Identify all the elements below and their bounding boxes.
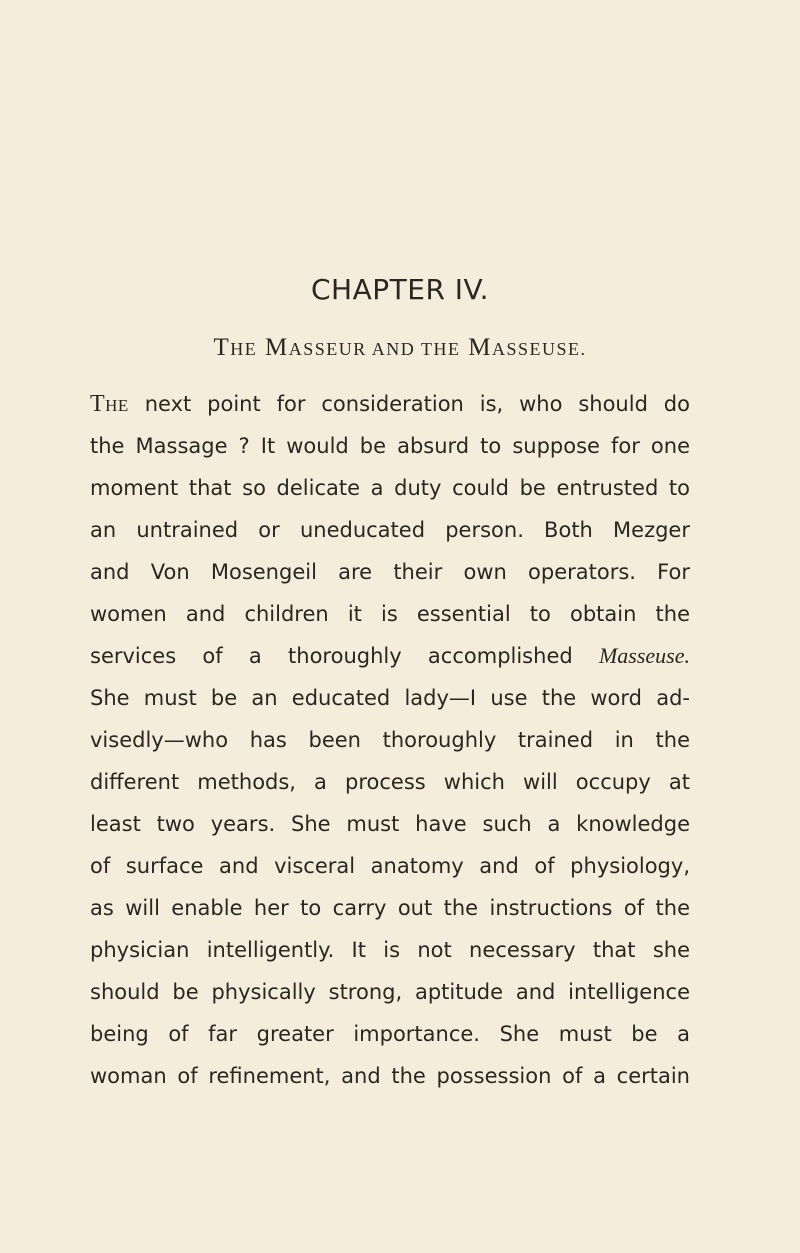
text-line-13: as will enable her to carry out the instructions of the: [90, 896, 690, 920]
text-line-10: different methods, a process which will occupy at: [90, 770, 690, 794]
text-line-15: should be physically strong, aptitude and intelligence: [90, 980, 690, 1004]
text-line-9: visedly—who has been thoroughly trained in the: [90, 728, 690, 752]
text-line-17: woman of refinement, and the possession of a certain: [90, 1064, 690, 1088]
section-title-initial-2: M: [265, 334, 289, 361]
text-line-11: least two years. She must have such a knowledge: [90, 812, 690, 836]
section-title-initial-1: T: [213, 334, 231, 361]
text-line-1: [90, 383, 690, 425]
section-title-part-3: ASSEUSE.: [491, 339, 587, 359]
text-line-5: and Von Mosengeil are their own operators. For: [90, 560, 690, 584]
text-line-2: the Massage ? It would be absurd to suppose for one: [90, 434, 690, 458]
section-title: [0, 334, 800, 362]
section-title-initial-3: M: [468, 334, 492, 361]
text-line-7: [90, 635, 690, 677]
text-line-8: She must be an educated lady—I use the word ad-: [90, 686, 690, 710]
section-title-part-1: HE: [230, 339, 258, 359]
chapter-heading: CHAPTER IV.: [311, 273, 489, 306]
text-line-1-rest: next point for consideration is, who should do: [128, 392, 690, 416]
opening-word: The: [90, 391, 129, 417]
masseuse-italic: Masseuse.: [598, 643, 690, 668]
text-line-14: physician intelligently. It is not necessary that she: [90, 938, 690, 962]
text-line-16: being of far greater importance. She must be a: [90, 1022, 690, 1046]
body-paragraph: [90, 383, 690, 1097]
text-line-3: moment that so delicate a duty could be entrusted to: [90, 476, 690, 500]
text-line-4: an untrained or uneducated person. Both Mezger: [90, 518, 690, 542]
text-line-7-start: services of a thoroughly accomplished: [90, 644, 599, 668]
text-line-6: women and children it is essential to obtain the: [90, 602, 690, 626]
text-line-12: of surface and visceral anatomy and of physiology,: [90, 854, 690, 878]
section-title-part-2: ASSEUR AND THE: [288, 339, 461, 359]
